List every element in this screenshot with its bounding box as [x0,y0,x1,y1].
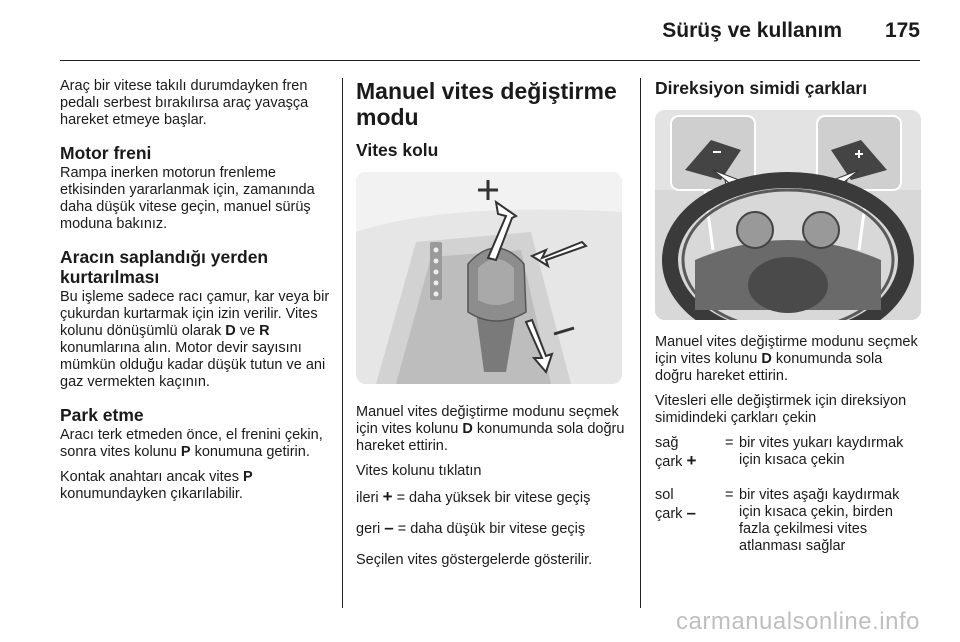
text-part: konumlarına alın. Motor devir sayısını mümkün olduğu kadar düşük tutun ve ani gaz vermekten kaçının. [60,340,326,390]
equals-sign: = [725,435,734,451]
term-line: sol [655,487,674,503]
park-text [60,427,338,461]
vites-kolu-heading: Vites kolu [356,140,439,160]
text-part: Manuel vites değiştirme modunu seçmek için vites kolunu [356,404,619,437]
left-paddle-desc: bir vites aşağı kaydırmak için kısaca çekin, birden fazla çekilmesi vites atlanması sağlar [739,487,900,554]
saplandigi-heading: Aracın saplandığı yerden kurtarılması [60,247,269,287]
equals-sign: = [725,487,734,503]
chapter-title: Sürüş ve kullanım [662,19,842,42]
column-divider-1 [342,78,343,608]
back-label: geri [356,521,381,537]
park-heading: Park etme [60,405,144,425]
minus-icon: – [384,518,394,537]
motor-freni-heading: Motor freni [60,143,152,163]
paddles-manual-text: Vitesleri elle değiştirmek için direksiyon simidindeki çarkları çekin [655,393,907,426]
term-line: çark [655,454,683,470]
text-part: Bu işleme sadece racı çamur, kar veya bir çukurdan kurtarmak için izin verilir. Vites kolunu dönüşümlü olarak [60,289,330,339]
back-row [356,519,626,538]
term-line: sağ [655,435,679,451]
saplandigi-text [60,289,338,391]
text-part: konumunda sola doğru hareket ettirin. [655,351,883,384]
left-paddle-definition [655,487,923,555]
page-number: 175 [884,19,920,42]
gear-r: R [259,323,270,339]
gear-d: D [225,323,236,339]
gear-d: D [761,351,772,367]
right-paddle-definition [655,435,923,471]
gear-display-note: Seçilen vites göstergelerde gösterilir. [356,552,593,568]
plus-icon: + [686,451,697,470]
text-part: Aracı terk etmeden önce, el frenini çekin, sonra vites kolunu [60,427,323,460]
page-header [0,0,960,62]
text-part: ve [235,323,260,339]
gear-d: D [462,421,473,437]
right-paddle-desc: bir vites yukarı kaydırmak için kısaca çekin [739,435,904,468]
motor-freni-text: Rampa inerken motorun frenleme etkisinden yararlanmak için, zamanında daha düşük vitese geçin, manuel sürüş moduna bakınız. [60,165,315,232]
gear-p: P [180,444,191,460]
paddles-caption [655,334,923,385]
gear-p: P [242,469,253,485]
forward-desc: = daha yüksek bir vitese geçiş [396,490,591,506]
gear-lever-illustration [356,172,622,384]
minus-icon: – [686,503,696,522]
steering-wheel-figure [655,110,921,320]
manual-mode-caption [356,404,626,455]
back-desc: = daha düşük bir vitese geçiş [397,521,586,537]
manual-mode-heading: Manuel vites değiştirme modu [356,78,617,130]
watermark: carmanualsonline.info [676,608,920,635]
gear-lever-figure [356,172,622,384]
column-divider-2 [640,78,641,608]
park-key-text [60,469,338,503]
text-part: Kontak anahtarı ancak vites [60,469,243,485]
column-middle [356,78,626,577]
text-part: Manuel vites değiştirme modunu seçmek için vites kolunu [655,334,918,367]
text-part: konumuna getirin. [190,444,310,460]
left-paddle-term [655,487,725,555]
text-part: konumundayken çıkarılabilir. [60,486,243,502]
intro-text: Araç bir vitese takılı durumdayken fren pedalı serbest bırakılırsa araç yavaşça hareket etmeye başlar. [60,78,309,128]
tap-lever-text: Vites kolunu tıklatın [356,463,482,479]
plus-icon: + [382,487,393,506]
right-paddle-term [655,435,725,471]
paddles-heading: Direksiyon simidi çarkları [655,78,868,98]
header-rule [60,60,920,61]
text-part: konumunda sola doğru hareket ettirin. [356,421,625,454]
steering-wheel-illustration [655,110,921,320]
term-line: çark [655,506,683,522]
forward-row [356,488,626,507]
column-right [655,78,923,563]
forward-label: ileri [356,490,379,506]
column-left [60,78,338,511]
